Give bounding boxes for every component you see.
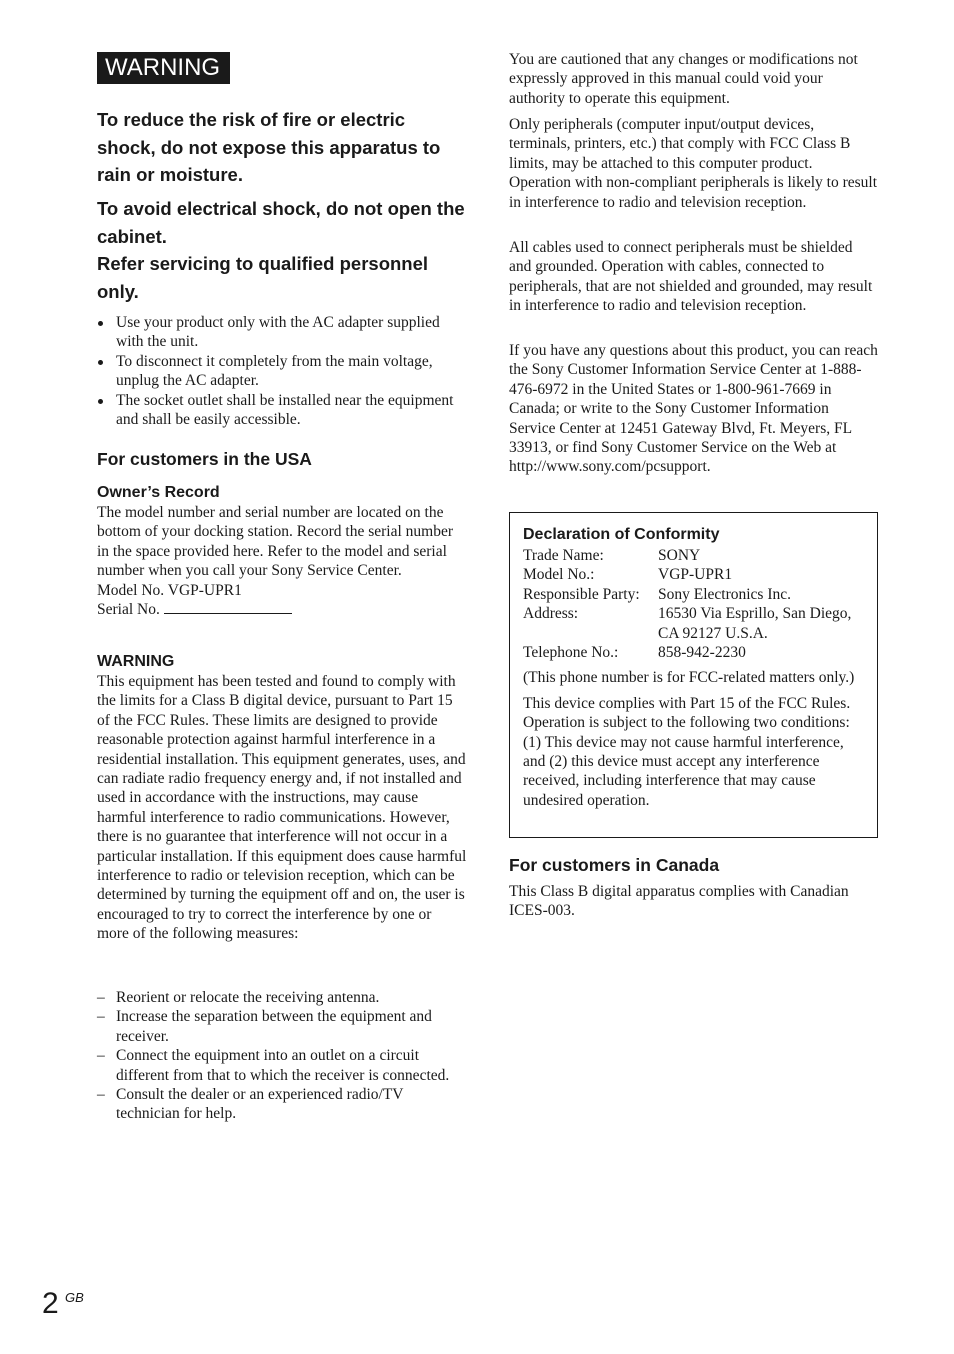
declaration-compliance-text: This device complies with Part 15 of the FCC Rules. Operation is subject to the following two conditions: (1) This device may not cause harmful interference, and (2) this device must accept any interference received, including interference that may cause undesired operation. <box>523 694 851 809</box>
row-value: 858-942-2230 <box>658 644 746 662</box>
table-row <box>523 643 868 662</box>
usa-section-heading: For customers in the USA <box>97 449 312 469</box>
list-item: – Increase the separation between the equipment and receiver. <box>97 1007 467 1046</box>
row-value: VGP-UPR1 <box>658 566 733 584</box>
contact-text: If you have any questions about this product, you can reach the Sony Customer Information Service Center at 1-888-476-6972 in the United States or 1-800-961-7669 in Canada; or write to the Sony Customer Information Service Center at 12451 Gateway Blvd, Ft. Meyers, FL 33913, or find Sony Customer Service on the Web at <box>509 342 878 457</box>
row-label: Model No.: <box>523 566 595 584</box>
safety-bullet-list <box>97 313 467 429</box>
list-item: – Reorient or relocate the receiving antenna. <box>97 988 467 1007</box>
row-label: Address: <box>523 605 579 623</box>
list-item: – Connect the equipment into an outlet on a circuit different from that to which the receiver is connected. <box>97 1046 467 1085</box>
warning-servicing-statement: Refer servicing to qualified personnel only. <box>97 253 429 302</box>
table-row <box>523 565 868 584</box>
warning-cabinet-statement: To avoid electrical shock, do not open the cabinet. <box>97 198 465 247</box>
modifications-paragraph: You are cautioned that any changes or modifications not expressly approved in this manual could void your authority to operate this equipment. <box>509 51 858 107</box>
serial-label: Serial No. <box>97 601 160 619</box>
row-label: Telephone No.: <box>523 644 619 662</box>
canada-section-heading: For customers in Canada <box>509 855 720 875</box>
owners-record-section <box>97 483 467 619</box>
model-number-line: Model No. VGP-UPR1 <box>97 581 242 599</box>
row-label: Responsible Party: <box>523 585 640 603</box>
cables-paragraph: All cables used to connect peripherals must be shielded and grounded. Operation with cables, connected to peripherals, that are not shielded and grounded, may result in interference to radio and television reception. <box>509 239 873 315</box>
warning-label: WARNING <box>97 52 230 84</box>
table-row <box>523 604 868 643</box>
declaration-phone-note: (This phone number is for FCC-related matters only.) <box>523 669 855 687</box>
list-item: To disconnect it completely from the main voltage, unplug the AC adapter. <box>97 352 467 391</box>
serial-blank-line <box>164 600 292 614</box>
row-value: SONY <box>658 547 701 564</box>
serial-number-line <box>97 600 467 619</box>
support-url: http://www.sony.com/pcsupport. <box>509 458 711 476</box>
canada-text: This Class B digital apparatus complies with Canadian ICES-003. <box>509 883 849 920</box>
page-number: 2 <box>42 1287 59 1320</box>
fcc-warning-text: This equipment has been tested and found to comply with the limits for a Class B digital device, pursuant to Part 15 of the FCC Rules. These limits are designed to provide reasonable protection against harmful interference in a residential installation. This equipment generates, uses, and can radiate radio frequency energy and, if not installed and used in accordance with the instructions, may cause harmful interference to radio communications. However, there is no guarantee that interference will not occur in a particular installation. If this equipment does cause harmful interference to radio or television reception, which can be determined by turning the equipment off and on, the user is encouraged to try to correct the interference by one or more of the following measures: <box>97 673 467 943</box>
declaration-title: Declaration of Conformity <box>523 526 720 543</box>
row-label: Trade Name: <box>523 547 604 564</box>
declaration-table <box>523 546 868 662</box>
list-item: Use your product only with the AC adapter supplied with the unit. <box>97 313 467 352</box>
fcc-warning-heading: WARNING <box>97 653 175 670</box>
row-value: Sony Electronics Inc. <box>658 585 792 603</box>
table-row <box>523 585 868 604</box>
owners-record-text: The model number and serial number are located on the bottom of your docking station. Record the serial number in the space provided here. Refer to the model and serial number when you call your Sony Service Center. <box>97 504 453 580</box>
declaration-of-conformity-box <box>509 512 878 838</box>
owners-record-heading: Owner’s Record <box>97 484 220 501</box>
warning-fire-statement: To reduce the risk of fire or electric shock, do not expose this apparatus to rain or moisture. <box>97 109 441 185</box>
table-row <box>523 546 868 565</box>
page-language-code: GB <box>65 1290 84 1305</box>
row-value: 16530 Via Esprillo, San Diego, CA 92127 U.S.A. <box>658 605 852 642</box>
fcc-warning-section <box>97 652 467 944</box>
contact-paragraph <box>509 341 878 477</box>
peripherals-paragraph: Only peripherals (computer input/output devices, terminals, printers, etc.) that comply with FCC Class B limits, may be attached to this computer product. Operation with non-compliant peripherals is likely to result in interference to radio and television reception. <box>509 116 878 211</box>
list-item: – Consult the dealer or an experienced radio/TV technician for help. <box>97 1085 467 1124</box>
list-item: The socket outlet shall be installed near the equipment and shall be easily accessible. <box>97 391 467 430</box>
interference-measures-list <box>97 988 467 1124</box>
